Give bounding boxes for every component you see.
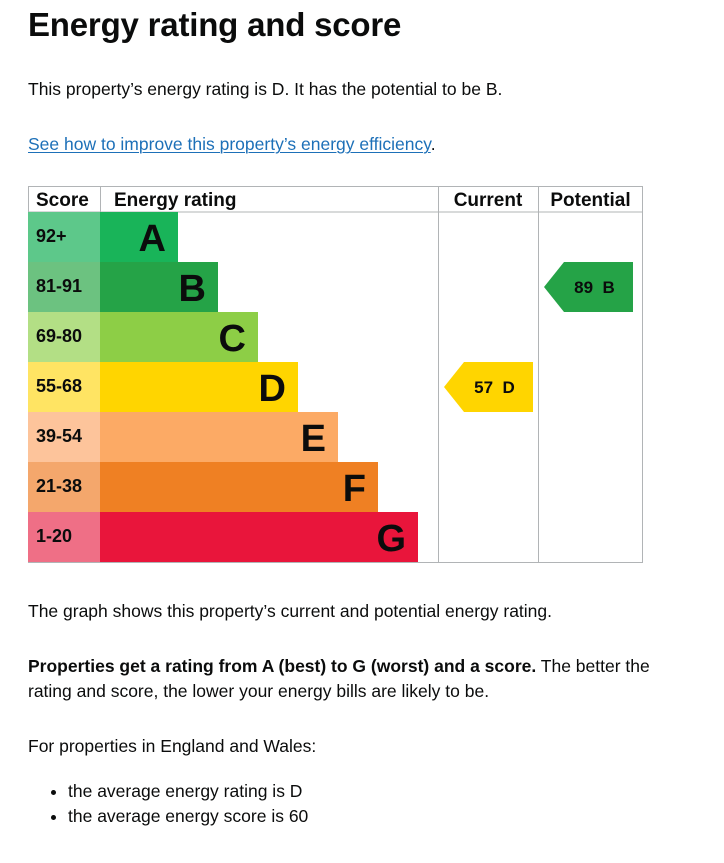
rating-letter-d: D [258, 368, 286, 410]
rating-letter-a: A [138, 218, 166, 260]
page-title: Energy rating and score [28, 6, 402, 43]
energy-rating-chart [28, 186, 643, 563]
rating-explainer-bold: Properties get a rating from A (best) to G (worst) and a score. [28, 656, 537, 676]
current-rating-label: 57 D [474, 378, 515, 397]
header-current: Current [453, 190, 523, 211]
score-range-g: 1-20 [36, 526, 73, 546]
rating-explainer [28, 654, 668, 704]
score-range-a: 92+ [36, 226, 67, 246]
average-rating-item: • the average energy rating is D [68, 779, 308, 804]
rating-letter-f: F [342, 468, 366, 510]
rating-bar-g [100, 512, 418, 562]
rating-letter-e: E [300, 418, 326, 460]
link-suffix: . [430, 134, 436, 154]
rating-letter-g: G [376, 518, 406, 560]
score-range-d: 55-68 [36, 376, 83, 396]
score-range-b: 81-91 [36, 276, 83, 296]
header-potential: Potential [550, 190, 631, 211]
rating-letter-c: C [218, 318, 246, 360]
graph-description: The graph shows this property’s current and potential energy rating. [28, 601, 553, 621]
average-score-item: • the average energy score is 60 [68, 804, 308, 829]
score-range-f: 21-38 [36, 476, 83, 496]
rating-bar-f [100, 462, 378, 512]
header-score: Score [36, 190, 89, 211]
averages-list [28, 779, 308, 829]
rating-letter-b: B [178, 268, 206, 310]
england-wales-intro: For properties in England and Wales: [28, 736, 317, 756]
improve-efficiency-link[interactable]: See how to improve this property’s energy efficiency [28, 134, 431, 154]
header-energy-rating: Energy rating [114, 190, 237, 211]
energy-rating-graph [28, 186, 643, 563]
rating-summary: This property’s energy rating is D. It has the potential to be B. [28, 79, 503, 99]
improve-link-line [28, 132, 436, 157]
score-range-c: 69-80 [36, 326, 83, 346]
potential-rating-label: 89 B [574, 278, 615, 297]
score-range-e: 39-54 [36, 426, 83, 446]
rating-explainer-text: The better the rating and score, the lower your energy bills are likely to be. [28, 656, 650, 701]
